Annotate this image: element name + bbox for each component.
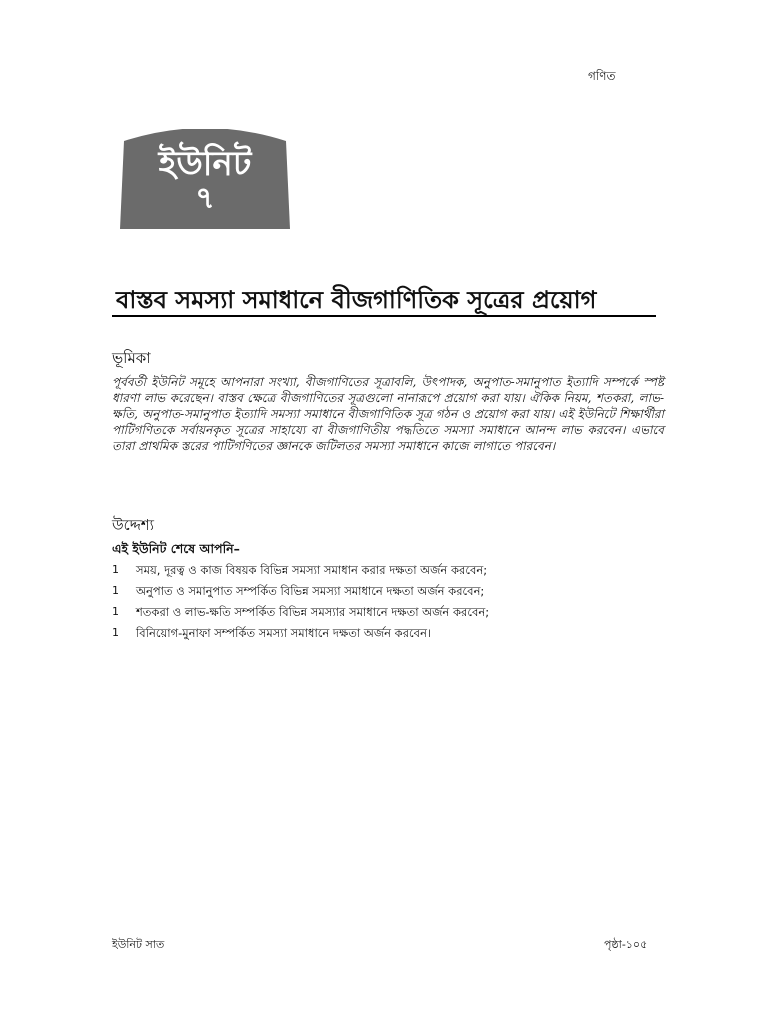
- title-divider: [112, 315, 656, 317]
- introduction-heading: ভূমিকা: [112, 349, 151, 367]
- objective-item: [112, 624, 672, 645]
- subject-header: গণিত: [588, 69, 616, 83]
- objectives-heading: উদ্দেশ্য: [112, 516, 155, 534]
- objectives-lead: এই ইউনিট শেষে আপনি–: [112, 541, 240, 556]
- footer-unit-label: ইউনিট সাত: [112, 938, 165, 951]
- unit-badge: [120, 129, 290, 229]
- objective-bullet: 1: [112, 626, 119, 639]
- objective-item: [112, 603, 672, 624]
- footer-page-number: পৃষ্ঠা-১০৫: [604, 938, 648, 951]
- objective-bullet: 1: [112, 605, 119, 618]
- unit-badge-title: ইউনিট: [158, 144, 252, 184]
- introduction-paragraph: পূর্ববর্তী ইউনিট সমূহে আপনারা সংখ্যা, বীজগাণিতের সূত্রাবলি, উৎপাদক, অনুপাত-সমানুপাত ইত্যাদি সম্পর্কে স্পষ্ট ধারণা লাভ করেছেন। বাস্তব ক্ষেত্রে বীজগাণিতের সূত্রগুলো নানারূপে প্রয়োগ করা যায়। ঐকিক নিয়ম, শতকরা, লাভ-ক্ষতি, অনুপাত-সমানুপাত ইত্যাদি সমস্যা সমাধানে বীজগাণিতিক সূত্র গঠন ও প্রয়োগ করা যায়। এই ইউনিটে শিক্ষার্থীরা পাটিগণিতকে সর্বায়নকৃত সূত্রের সাহায্যে বা বীজগাণিতীয় পদ্ধতিতে সমস্যা সমাধানে আনন্দ লাভ করবেন। এভাবে তারা প্রাথমিক স্তরের পাটিগণিতের জ্ঞানকে জটিলতর সমস্যা সমাধানে কাজে লাগাতে পারবেন।: [112, 375, 664, 453]
- objectives-list: [112, 561, 672, 645]
- objective-text: অনুপাত ও সমানুপাত সম্পর্কিত বিভিন্ন সমস্যা সমাধানে দক্ষতা অর্জন করবেন;: [136, 584, 485, 598]
- objective-item: [112, 561, 672, 582]
- objective-text: শতকরা ও লাভ-ক্ষতি সম্পর্কিত বিভিন্ন সমস্যার সমাধানে দক্ষতা অর্জন করবেন;: [136, 605, 490, 619]
- chapter-title: বাস্তব সমস্যা সমাধানে বীজগাণিতিক সূত্রের প্রয়োগ: [116, 286, 597, 314]
- unit-badge-number: ৭: [195, 181, 215, 216]
- objective-text: বিনিয়োগ-মুনাফা সম্পর্কিত সমস্যা সমাধানে দক্ষতা অর্জন করবেন।: [136, 626, 432, 640]
- objective-bullet: 1: [112, 584, 119, 597]
- objective-text: সময়, দূরত্ব ও কাজ বিষয়ক বিভিন্ন সমস্যা সমাধান করার দক্ষতা অর্জন করবেন;: [136, 563, 488, 577]
- objective-item: [112, 582, 672, 603]
- objective-bullet: 1: [112, 563, 119, 576]
